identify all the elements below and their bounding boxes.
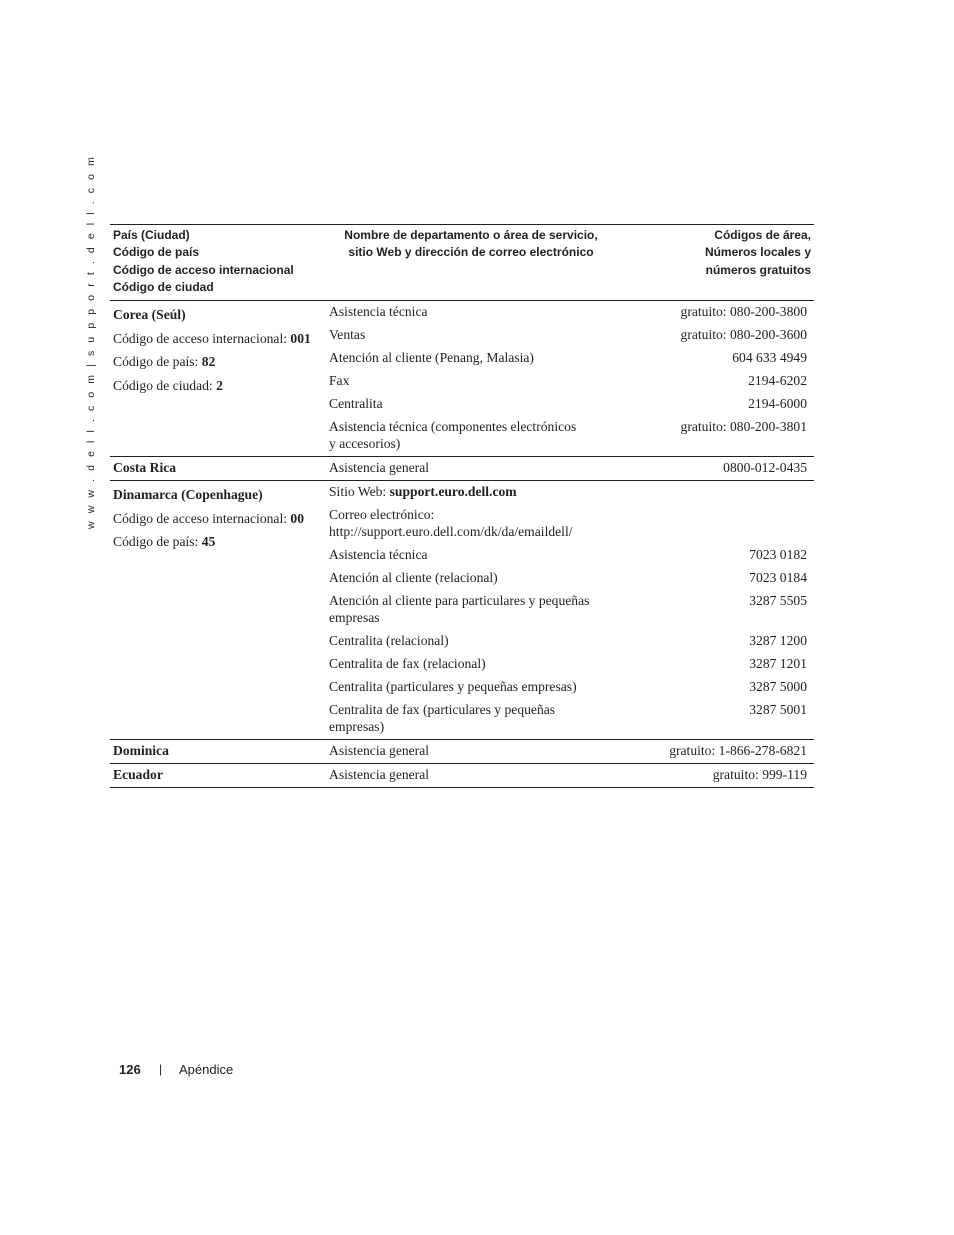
code-line — [113, 507, 323, 531]
service-line: Asistencia técnica (componentes electrónicos — [329, 419, 577, 435]
phone-number: 3287 5000 — [749, 679, 807, 695]
service-entry: Atención al cliente (Penang, Malasia) — [329, 350, 534, 366]
service-cell — [326, 481, 616, 740]
phone-number: 7023 0184 — [749, 570, 807, 586]
phone-number: gratuito: 080-200-3801 — [680, 419, 807, 435]
service-entry: Asistencia general — [329, 460, 430, 476]
code-line — [113, 374, 323, 398]
service-entry — [326, 481, 616, 504]
country-name: Ecuador — [113, 767, 163, 783]
phone-number: 2194-6202 — [748, 373, 807, 389]
side-url: w w w . d e l l . c o m | s u p p o r t . d e l l . c o m — [85, 154, 97, 530]
country-cell — [110, 764, 326, 788]
code-label: Código de país: — [113, 354, 202, 370]
country-cell — [110, 481, 326, 740]
country-group-ecuador — [110, 764, 814, 788]
country-group-corea — [110, 301, 814, 457]
phone-number: gratuito: 080-200-3800 — [680, 304, 807, 320]
code-value: 001 — [290, 330, 311, 346]
code-label: Código de país: — [113, 534, 202, 550]
table-header-row — [110, 225, 814, 301]
code-label: Código de ciudad: — [113, 377, 217, 393]
service-entry: Centralita — [329, 396, 383, 412]
service-label: Sitio Web: — [329, 484, 390, 500]
phone-number: gratuito: 080-200-3600 — [680, 327, 807, 343]
email-link[interactable]: http://support.euro.dell.com/dk/da/emaildell/ — [329, 524, 573, 540]
number-cell — [616, 457, 814, 481]
country-name: Costa Rica — [113, 460, 177, 476]
service-entry — [326, 699, 616, 739]
page-number: 126 — [119, 1062, 141, 1077]
number-cell — [616, 481, 814, 740]
country-group-dominica — [110, 740, 814, 764]
country-group-dinamarca — [110, 481, 814, 740]
code-value: 2 — [216, 377, 223, 393]
phone-number: 2194-6000 — [748, 396, 807, 412]
service-line: Atención al cliente para particulares y pequeñas — [329, 593, 590, 609]
number-cell — [616, 301, 814, 457]
header-country — [110, 225, 326, 301]
website-link[interactable]: support.euro.dell.com — [389, 484, 517, 500]
country-name: Corea (Seúl) — [113, 307, 186, 323]
code-line — [113, 350, 323, 374]
service-cell — [326, 740, 616, 764]
service-entry: Centralita (particulares y pequeñas empresas) — [329, 679, 577, 695]
country-name: Dominica — [113, 743, 169, 759]
country-cell — [110, 740, 326, 764]
phone-number: 0800-012-0435 — [723, 460, 807, 476]
service-line: Centralita de fax (particulares y pequeñas — [329, 702, 556, 718]
service-entry: Centralita (relacional) — [329, 633, 449, 649]
header-line: Nombre de departamento o área de servicio, — [344, 228, 598, 242]
service-entry: Asistencia general — [329, 743, 430, 759]
phone-number: gratuito: 1-866-278-6821 — [669, 743, 807, 759]
service-entry: Asistencia técnica — [329, 547, 428, 563]
header-line: números gratuitos — [705, 262, 811, 277]
phone-number: 3287 5505 — [749, 593, 807, 609]
service-entry — [326, 416, 616, 456]
service-line: y accesorios) — [329, 436, 401, 452]
code-label: Código de acceso internacional: — [113, 510, 291, 526]
phone-number — [616, 481, 814, 504]
service-cell — [326, 301, 616, 457]
phone-number — [616, 504, 814, 544]
header-service — [326, 225, 616, 301]
service-line: Correo electrónico: — [329, 507, 435, 523]
header-line: Código de país — [113, 245, 200, 260]
service-line: empresas — [329, 610, 380, 626]
service-entry — [326, 504, 616, 544]
code-value: 45 — [201, 534, 216, 550]
footer-separator: | — [159, 1062, 163, 1076]
service-entry: Centralita de fax (relacional) — [329, 656, 486, 672]
country-cell — [110, 301, 326, 457]
service-entry: Ventas — [329, 327, 366, 343]
service-cell — [326, 457, 616, 481]
phone-number: 3287 5001 — [749, 702, 807, 718]
header-line: Código de acceso internacional — [113, 262, 294, 277]
service-entry: Asistencia técnica — [329, 304, 428, 320]
header-numbers — [616, 225, 814, 301]
code-line — [113, 327, 323, 351]
service-entry: Fax — [329, 373, 350, 389]
phone-number: 604 633 4949 — [732, 350, 807, 366]
header-line: País (Ciudad) — [113, 228, 190, 242]
header-line: Código de ciudad — [113, 279, 214, 294]
phone-number: 3287 1201 — [749, 656, 807, 672]
phone-number: gratuito: 999-119 — [712, 767, 807, 783]
number-cell — [616, 740, 814, 764]
service-entry: Asistencia general — [329, 767, 430, 783]
service-cell — [326, 764, 616, 788]
phone-number: 7023 0182 — [749, 547, 807, 563]
code-line — [113, 530, 323, 554]
code-value: 00 — [290, 510, 305, 526]
code-value: 82 — [201, 354, 216, 370]
number-cell — [616, 764, 814, 788]
service-entry — [326, 590, 616, 630]
header-line: sitio Web y dirección de correo electrónico — [348, 245, 594, 260]
code-label: Código de acceso internacional: — [113, 330, 291, 346]
contact-table — [110, 224, 814, 788]
country-name: Dinamarca (Copenhague) — [113, 487, 263, 503]
country-group-costa-rica — [110, 457, 814, 481]
service-line: empresas) — [329, 719, 385, 735]
header-line: Códigos de área, — [714, 228, 811, 242]
service-entry: Atención al cliente (relacional) — [329, 570, 498, 586]
page-footer — [119, 1062, 234, 1077]
header-line: Números locales y — [704, 245, 811, 260]
country-cell — [110, 457, 326, 481]
phone-number: 3287 1200 — [749, 633, 807, 649]
section-name: Apéndice — [179, 1062, 234, 1077]
